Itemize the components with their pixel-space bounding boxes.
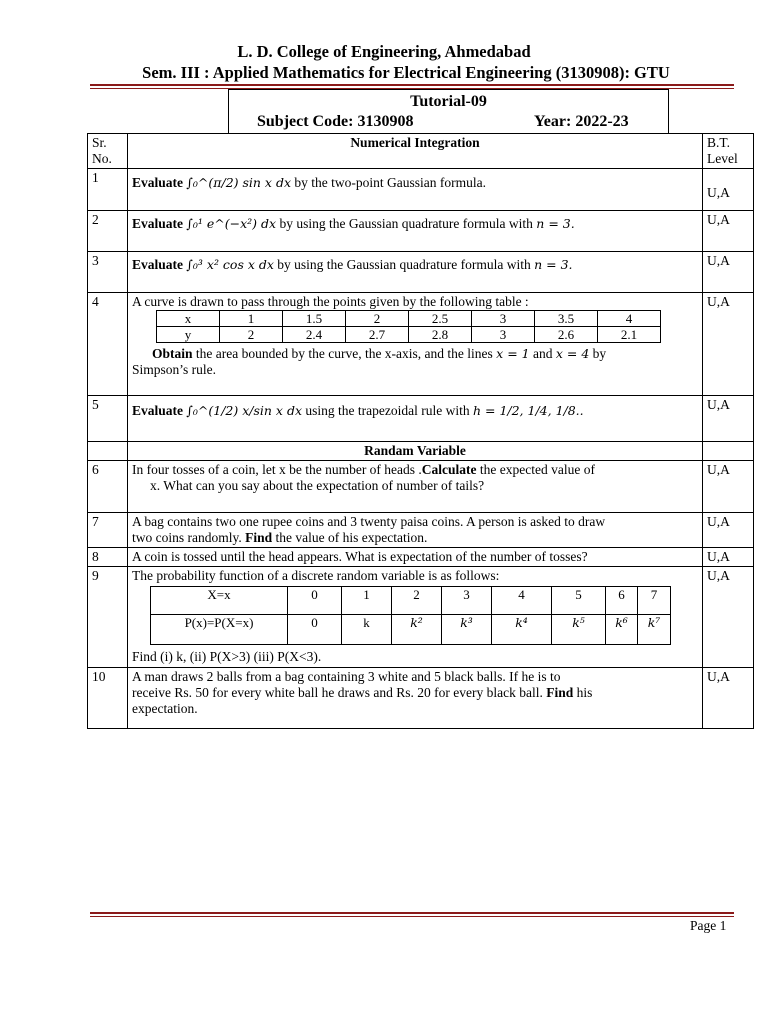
- college-name: L. D. College of Engineering, Ahmedabad: [237, 42, 531, 61]
- question-text: A bag contains two one rupee coins and 3 twenty paisa coins. A person is asked to draw: [132, 514, 606, 529]
- tutorial-title: Tutorial-09: [410, 93, 487, 110]
- table-cell: 7: [638, 587, 671, 615]
- question-number: 5: [88, 396, 128, 442]
- table-cell: P(x)=P(X=x): [151, 615, 288, 645]
- question-keyword: Find: [245, 530, 273, 545]
- bt-level: U,A: [703, 548, 754, 567]
- table-cell: x: [157, 311, 220, 327]
- question-text: expectation.: [132, 701, 198, 716]
- question-row-10: [88, 668, 754, 729]
- question-text: and: [529, 346, 556, 361]
- course-title: Sem. III : Applied Mathematics for Electrical Engineering (3130908): GTU: [142, 63, 670, 82]
- y-values-row: [157, 327, 661, 343]
- question-text: the expected value of: [476, 462, 595, 477]
- question-number: 4: [88, 293, 128, 396]
- table-cell: 0: [288, 615, 342, 645]
- question-number: 3: [88, 252, 128, 293]
- question-keyword: Evaluate: [132, 257, 184, 272]
- table-cell: 2.8: [409, 327, 472, 343]
- question-text: A coin is tossed until the head appears. What is expectation of the number of tosses?: [128, 548, 703, 567]
- table-cell: k⁶: [606, 615, 638, 645]
- section-numerical-integration: Numerical Integration: [128, 134, 703, 169]
- question-text: by the two-point Gaussian formula.: [294, 175, 486, 190]
- bt-level: U,A: [703, 567, 754, 668]
- questions-table: [87, 133, 754, 729]
- integral-expression: ∫₀¹ e^(−x²) dx: [186, 216, 277, 231]
- points-table: [156, 310, 661, 343]
- question-text: A man draws 2 balls from a bag containing 3 white and 5 black balls. If he is to: [132, 669, 561, 684]
- condition-expression: n = 3.: [534, 257, 573, 272]
- table-cell: 1: [342, 587, 392, 615]
- page-number: Page 1: [690, 918, 727, 933]
- integral-expression: ∫₀^(1/2) x/sin x dx: [186, 403, 303, 418]
- table-cell: 1.5: [283, 311, 346, 327]
- table-cell: 3: [442, 587, 492, 615]
- subject-code: Subject Code: 3130908: [257, 113, 414, 130]
- question-row-6: [88, 461, 754, 513]
- question-row-1: [88, 169, 754, 211]
- table-cell: 3: [472, 327, 535, 343]
- question-row-8: [88, 548, 754, 567]
- col-no-label: No.: [92, 151, 112, 166]
- table-cell: 3.5: [535, 311, 598, 327]
- question-text: using the trapezoidal rule with: [305, 403, 473, 418]
- bt-level: U,A: [703, 211, 754, 252]
- probability-table: [150, 586, 671, 645]
- question-keyword: Calculate: [421, 462, 477, 477]
- question-number: 8: [88, 548, 128, 567]
- table-cell: k²: [392, 615, 442, 645]
- step-expression: h = 1/2, 1/4, 1/8..: [472, 403, 584, 418]
- question-text: by: [589, 346, 607, 361]
- bt-level: U,A: [703, 293, 754, 396]
- table-cell: X=x: [151, 587, 288, 615]
- table-cell: 0: [288, 587, 342, 615]
- table-cell: y: [157, 327, 220, 343]
- section-random-variable: Randam Variable: [128, 442, 703, 461]
- question-text: his: [573, 685, 593, 700]
- table-cell: k⁷: [638, 615, 671, 645]
- question-text: the area bounded by the curve, the x-axis, and the lines: [192, 346, 497, 361]
- question-keyword: Evaluate: [132, 175, 184, 190]
- question-text: x. What can you say about the expectation of number of tails?: [150, 478, 485, 493]
- question-text: Find (i) k, (ii) P(X>3) (iii) P(X<3).: [132, 649, 322, 664]
- question-row-7: [88, 513, 754, 548]
- table-cell: 3: [472, 311, 535, 327]
- question-text: the value of his expectation.: [272, 530, 428, 545]
- question-keyword: Evaluate: [132, 216, 184, 231]
- table-cell: 4: [598, 311, 661, 327]
- table-cell: 2: [220, 327, 283, 343]
- question-number: 9: [88, 567, 128, 668]
- question-number: 10: [88, 668, 128, 729]
- probability-values-row: [151, 615, 671, 645]
- table-cell: 2.6: [535, 327, 598, 343]
- table-header-row: [88, 134, 754, 169]
- question-text: In four tosses of a coin, let x be the number of heads .: [132, 462, 422, 477]
- section-row-random-variable: [88, 442, 754, 461]
- question-row-2: [88, 211, 754, 252]
- table-cell: k: [342, 615, 392, 645]
- question-text: by using the Gaussian quadrature formula with: [277, 257, 535, 272]
- x-values-row: [151, 587, 671, 615]
- question-keyword: Find: [546, 685, 574, 700]
- col-bt-label: B.T.: [707, 135, 730, 150]
- x-values-row: [157, 311, 661, 327]
- table-cell: 4: [492, 587, 552, 615]
- table-cell: 5: [552, 587, 606, 615]
- question-number: 1: [88, 169, 128, 211]
- bt-level: U,A: [703, 668, 754, 729]
- bt-level: U,A: [703, 169, 754, 211]
- table-cell: 2.1: [598, 327, 661, 343]
- question-text: by using the Gaussian quadrature formula with: [279, 216, 537, 231]
- question-text: receive Rs. 50 for every white ball he draws and Rs. 20 for every black ball.: [132, 685, 547, 700]
- question-row-5: [88, 396, 754, 442]
- table-cell: 6: [606, 587, 638, 615]
- question-number: 6: [88, 461, 128, 513]
- table-cell: 2.5: [409, 311, 472, 327]
- line-expression: x = 1: [496, 346, 530, 361]
- question-keyword: Obtain: [152, 346, 193, 361]
- question-keyword: Evaluate: [132, 403, 184, 418]
- table-cell: k⁵: [552, 615, 606, 645]
- question-row-9: [88, 567, 754, 668]
- condition-expression: n = 3.: [536, 216, 575, 231]
- question-text: A curve is drawn to pass through the points given by the following table :: [132, 294, 529, 309]
- table-cell: 2: [392, 587, 442, 615]
- table-cell: 1: [220, 311, 283, 327]
- table-cell: k³: [442, 615, 492, 645]
- academic-year: Year: 2022-23: [534, 113, 629, 130]
- col-sr-label: Sr.: [92, 135, 107, 150]
- question-text: two coins randomly.: [132, 530, 246, 545]
- question-text: Simpson’s rule.: [132, 362, 217, 377]
- question-row-4: [88, 293, 754, 396]
- question-number: 2: [88, 211, 128, 252]
- table-cell: 2.4: [283, 327, 346, 343]
- table-cell: k⁴: [492, 615, 552, 645]
- line-expression: x = 4: [555, 346, 590, 361]
- bt-level: U,A: [703, 461, 754, 513]
- tutorial-box: [228, 89, 669, 133]
- question-number: 7: [88, 513, 128, 548]
- integral-expression: ∫₀³ x² cos x dx: [186, 257, 274, 272]
- question-text: The probability function of a discrete random variable is as follows:: [132, 568, 500, 583]
- table-cell: 2: [346, 311, 409, 327]
- bt-level: U,A: [703, 252, 754, 293]
- col-level-label: Level: [707, 151, 738, 166]
- integral-expression: ∫₀^(π/2) sin x dx: [186, 175, 292, 190]
- question-row-3: [88, 252, 754, 293]
- footer-rule: [90, 912, 734, 917]
- table-cell: 2.7: [346, 327, 409, 343]
- bt-level: U,A: [703, 513, 754, 548]
- bt-level: U,A: [703, 396, 754, 442]
